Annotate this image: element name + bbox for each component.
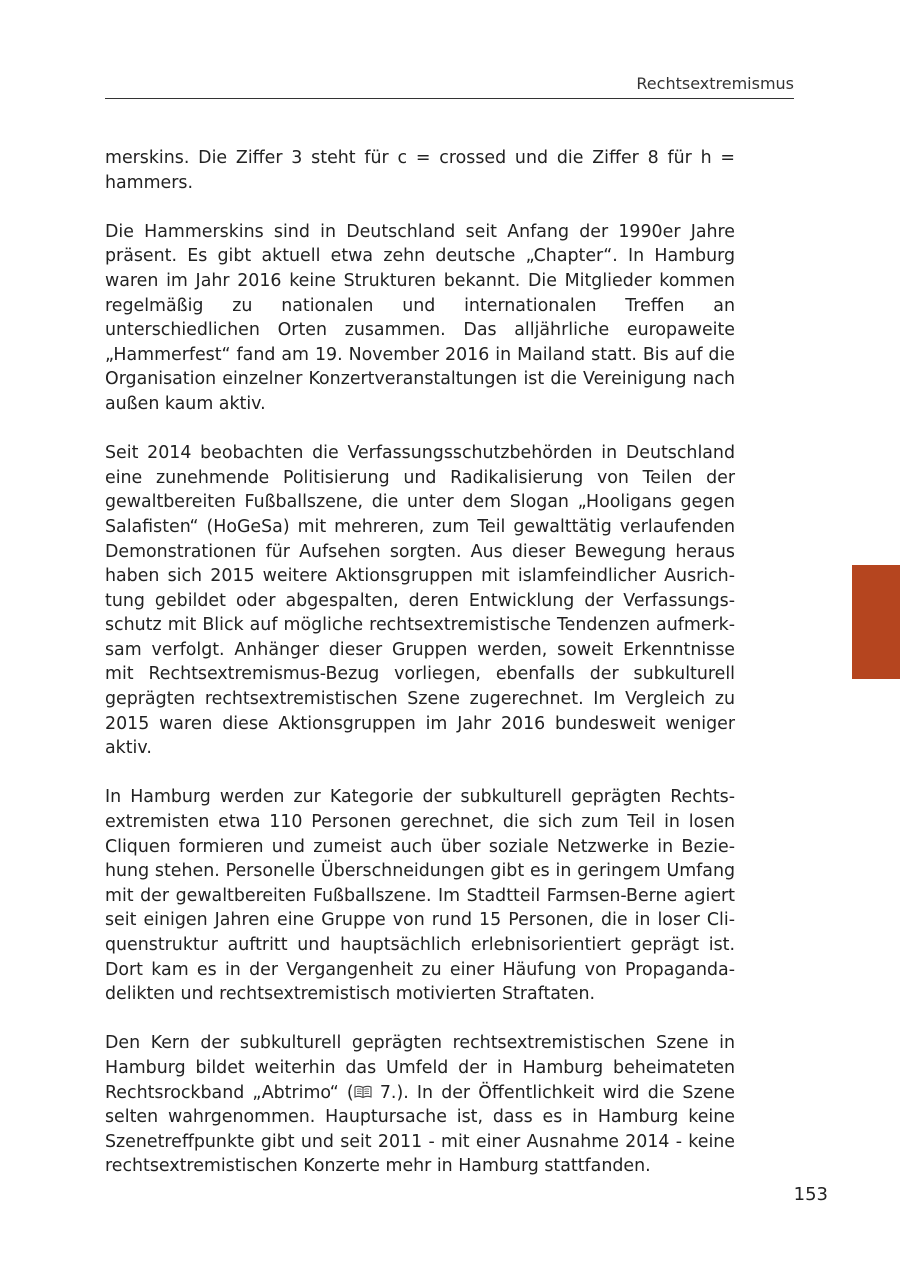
paragraph: Die Hammerskins sind in Deutschland seit Anfang der 1990er Jahre präsent. Es gibt aktuell etwa zehn deutsche „Chapter“. In Hamburg waren im Jahr 2016 keine Strukturen bekannt. Die Mitglieder kommen regelmäßig zu nationalen und internationalen Treffen an unterschiedlichen Orten zusammen. Das alljährliche europaweite „Hammerfest“ fand am 19. November 2016 in Mailand statt. Bis auf die Organisation einzelner Konzertveranstaltungen ist die Vereinigung nach außen kaum aktiv. (105, 221, 735, 414)
running-header (105, 74, 794, 99)
paragraph: merskins. Die Ziffer 3 steht für c = crossed und die Ziffer 8 für h = hammers. (105, 148, 735, 193)
book-icon (354, 1082, 372, 1096)
paragraph-with-reference (105, 1031, 735, 1179)
body-text (105, 146, 735, 1204)
paragraph: In Hamburg werden zur Kategorie der subkulturell geprägten Rechtsextremisten etwa 110 Personen gerechnet, die sich zum Teil in losen Cliquen formieren und zumeist auch über soziale Netzwerke in Beziehung stehen. Personelle Überschneidungen gibt es in geringem Umfang mit der gewaltbereiten Fußballszene. Im Stadtteil Farmsen-Berne agiert seit einigen Jahren eine Gruppe von rund 15 Personen, die in loser Cliquenstruktur auftritt und hauptsächlich erlebnisorientiert geprägt ist. Dort kam es in der Vergangenheit zu einer Häufung von Propagandadelikten und rechtsextremistisch motivierten Straftaten. (105, 787, 735, 1005)
page-number: 153 (793, 1184, 828, 1205)
running-header-title: Rechtsextremismus (636, 74, 794, 93)
paragraph: Seit 2014 beobachten die Verfassungsschutzbehörden in Deutschland eine zunehmende Politisierung und Radikalisierung von Teilen der gewaltbereiten Fußballszene, die unter dem Slogan „Hooligans gegen Salafisten“ (HoGeSa) mit mehreren, zum Teil gewalttätig verlaufenden Demonstrationen für Aufsehen sorgten. Aus dieser Bewegung heraus haben sich 2015 weitere Aktionsgruppen mit islamfeindlicher Ausrichtung gebildet oder abgespalten, deren Entwicklung der Verfassungsschutz mit Blick auf mögliche rechtsextremistische Tendenzen aufmerksam verfolgt. Anhänger dieser Gruppen werden, soweit Erkenntnisse mit Rechtsextremismus-Bezug vorliegen, ebenfalls der subkulturell geprägten rechtsextremistischen Szene zugerechnet. Im Vergleich zu 2015 waren diese Aktionsgruppen im Jahr 2016 bundesweit weniger aktiv. (105, 443, 735, 759)
paragraph-text: 7.). In der Öffentlichkeit wird die Szene selten wahrgenommen. Hauptursache ist, dass es in Hamburg keine Szenetreffpunkte gibt und seit 2011 - mit einer Ausnahme 2014 - keine rechtsextremistischen Konzerte mehr in Hamburg stattfanden. (105, 1082, 735, 1177)
chapter-tab (852, 565, 900, 679)
paragraph-text: Den Kern der subkulturell geprägten rechtsextremistischen Szene in Hamburg bildet weiterhin das Umfeld der in Hamburg beheimateten Rechtsrockband „Abtrimo“ ( (105, 1033, 735, 1103)
